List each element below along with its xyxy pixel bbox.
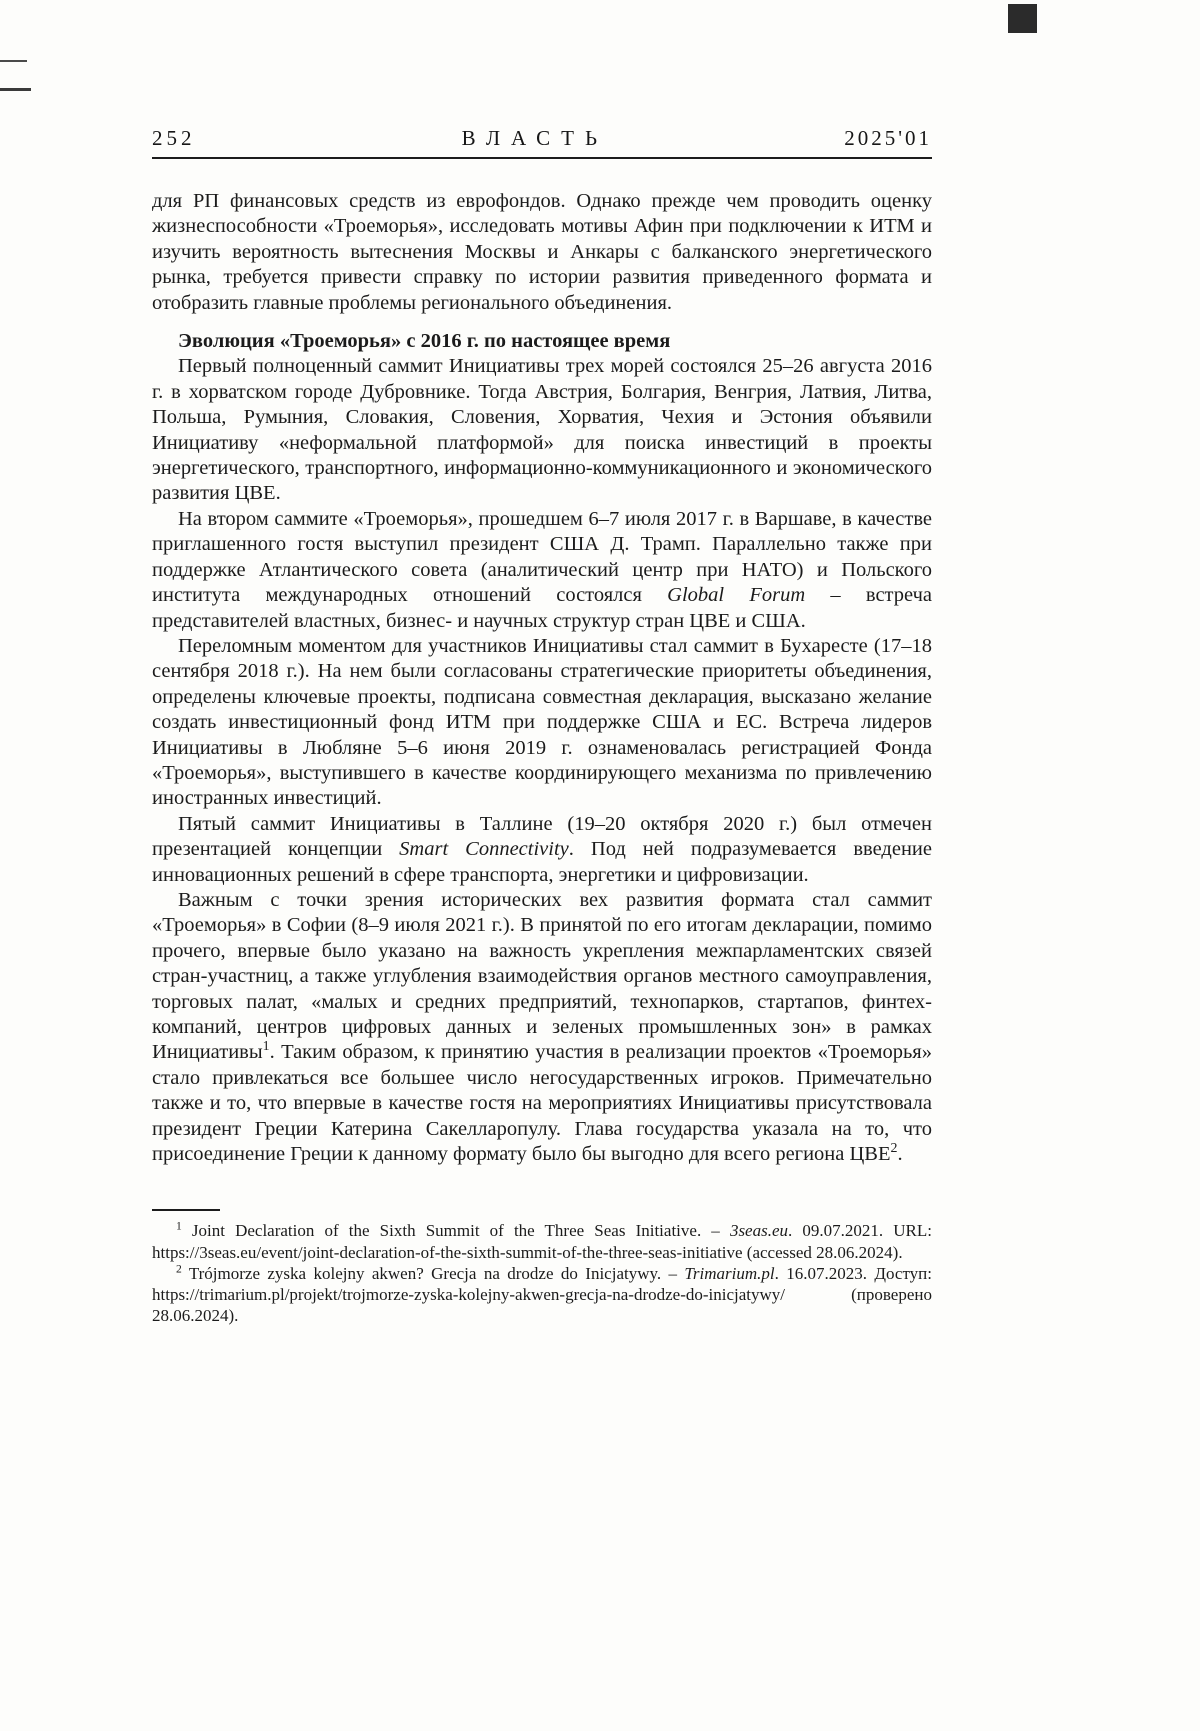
footnote-marker: 1 — [176, 1219, 182, 1233]
text-run: . Таким образом, к принятию участия в реализации проектов «Троеморья» стало привлекаться все большее число негосударственных игроков. Примечательно также и то, что впервые в качестве гостя на мероприятиях Инициативы присутствовала президент Греции Катерина Сакелларопулу. Глава государства указала на то, что присоединение Греции к данному формату было бы выгодно для всего региона ЦВЕ — [152, 1041, 932, 1166]
journal-title: ВЛАСТЬ — [461, 126, 609, 150]
scan-artifact-left-mark-1 — [0, 60, 27, 62]
text-run: Joint Declaration of the Sixth Summit of the Three Seas Initiative. – — [181, 1221, 730, 1241]
scan-artifact-corner — [1008, 4, 1037, 33]
body-paragraph — [152, 354, 932, 506]
body-paragraph — [152, 812, 932, 888]
text-run: На втором саммите «Троеморья», прошедшем 6–7 июля 2017 г. в Варшаве, в качестве приглашенного гостя выступил президент США Д. Трамп. Параллельно также при поддержке Атлантического совета (аналитический центр при НАТО) и Польского института международных отношений состоялся — [152, 507, 932, 607]
page-number: 252 — [152, 126, 196, 150]
text-run: Пятый саммит Инициативы в Таллине (19–20 октября 2020 г.) был отмечен презентацией концепции — [152, 812, 932, 861]
footnote-marker: 1 — [262, 1039, 270, 1055]
text-run: Переломным моментом для участников Инициативы стал саммит в Бухаресте (17–18 сентября 2018 г.). На нем были согласованы стратегические приоритеты объединения, определены ключевые проекты, подписана совместная декларация, высказано желание создать инвестиционный фонд ИТМ при поддержке США и ЕС. Встреча лидеров Инициативы в Любляне 5–6 июня 2019 г. ознаменовалась регистрацией Фонда «Троеморья», выступившего в качестве координирующего механизма по привлечению иностранных инвестиций. — [152, 634, 932, 810]
page-content — [152, 189, 932, 1326]
text-run: . 09.07.2021. URL: https://3seas.eu/event/joint-declaration-of-the-sixth-summit-of-the-three-seas-initiative (accessed 28.06.2024). — [152, 1221, 932, 1262]
footnote-separator — [152, 1209, 220, 1211]
issue-number: 2025'01 — [844, 126, 932, 150]
body-paragraph — [152, 634, 932, 812]
text-run: Первый полноценный саммит Инициативы трех морей состоялся 25–26 августа 2016 г. в хорватском городе Дубровнике. Тогда Австрия, Болгария, Венгрия, Латвия, Литва, Польша, Румыния, Словакия, Словения, Хорватия, Чехия и Эстония объявили Инициативу «неформальной платформой» для поиска инвестиций в проекты энергетического, транспортного, информационно-коммуникационного и экономического развития ЦВЕ. — [152, 355, 932, 505]
footnote — [152, 1220, 932, 1262]
footnote-marker: 2 — [176, 1262, 182, 1276]
footnote-marker: 2 — [890, 1141, 898, 1157]
body-paragraph — [152, 189, 932, 316]
text-run: Global Forum — [667, 584, 806, 607]
body-paragraph — [152, 507, 932, 634]
text-run: Важным с точки зрения исторических вех развития формата стал саммит «Троеморья» в Софии (8–9 июля 2021 г.). В принятой по его итогам декларации, помимо прочего, впервые было указано на важность укрепления межпарламентских связей стран-участниц, а также углубления взаимодействия органов местного самоуправления, торговых палат, «малых и средних предприятий, технопарков, стартапов, финтех-компаний, центров цифровых данных и зеленых промышленных зон» в рамках Инициативы — [152, 888, 932, 1064]
text-run: Trójmorze zyska kolejny akwen? Grecja na drodze do Inicjatywy. – — [181, 1263, 685, 1283]
footnote-list — [152, 1220, 932, 1326]
text-run: Trimarium.pl — [684, 1263, 775, 1283]
footnotes-section — [152, 1209, 932, 1326]
text-run: Эволюция «Троеморья» с 2016 г. по настоящее время — [178, 330, 671, 353]
text-run: 3seas.eu — [729, 1221, 789, 1241]
running-head — [152, 127, 932, 149]
body-paragraph — [152, 888, 932, 1167]
section-heading — [152, 329, 932, 354]
scan-artifact-left-mark-2 — [0, 88, 31, 91]
text-run: . Под ней подразумевается введение инновационных решений в сфере транспорта, энергетики и цифровизации. — [152, 838, 932, 886]
header-rule — [152, 157, 932, 159]
text-run: – встреча представителей властных, бизнес- и научных структур стран ЦВЕ и США. — [152, 584, 933, 632]
text-run: Smart Connectivity — [399, 838, 569, 861]
text-run: . 16.07.2023. Доступ: https://trimarium.pl/projekt/trojmorze-zyska-kolejny-akwen-grecja-na-drodze-do-inicjatywy/ (проверено 28.06.2024). — [152, 1263, 933, 1326]
text-run: . — [897, 1143, 903, 1166]
text-run: для РП финансовых средств из еврофондов. Однако прежде чем проводить оценку жизнеспособности «Троеморья», исследовать мотивы Афин при подключении к ИТМ и изучить вероятность вытеснения Москвы и Анкары с балканского энергетического рынка, требуется привести справку по истории развития приведенного формата и отобразить главные проблемы регионального объединения. — [152, 190, 932, 314]
article-body — [152, 189, 932, 1167]
footnote — [152, 1263, 932, 1327]
